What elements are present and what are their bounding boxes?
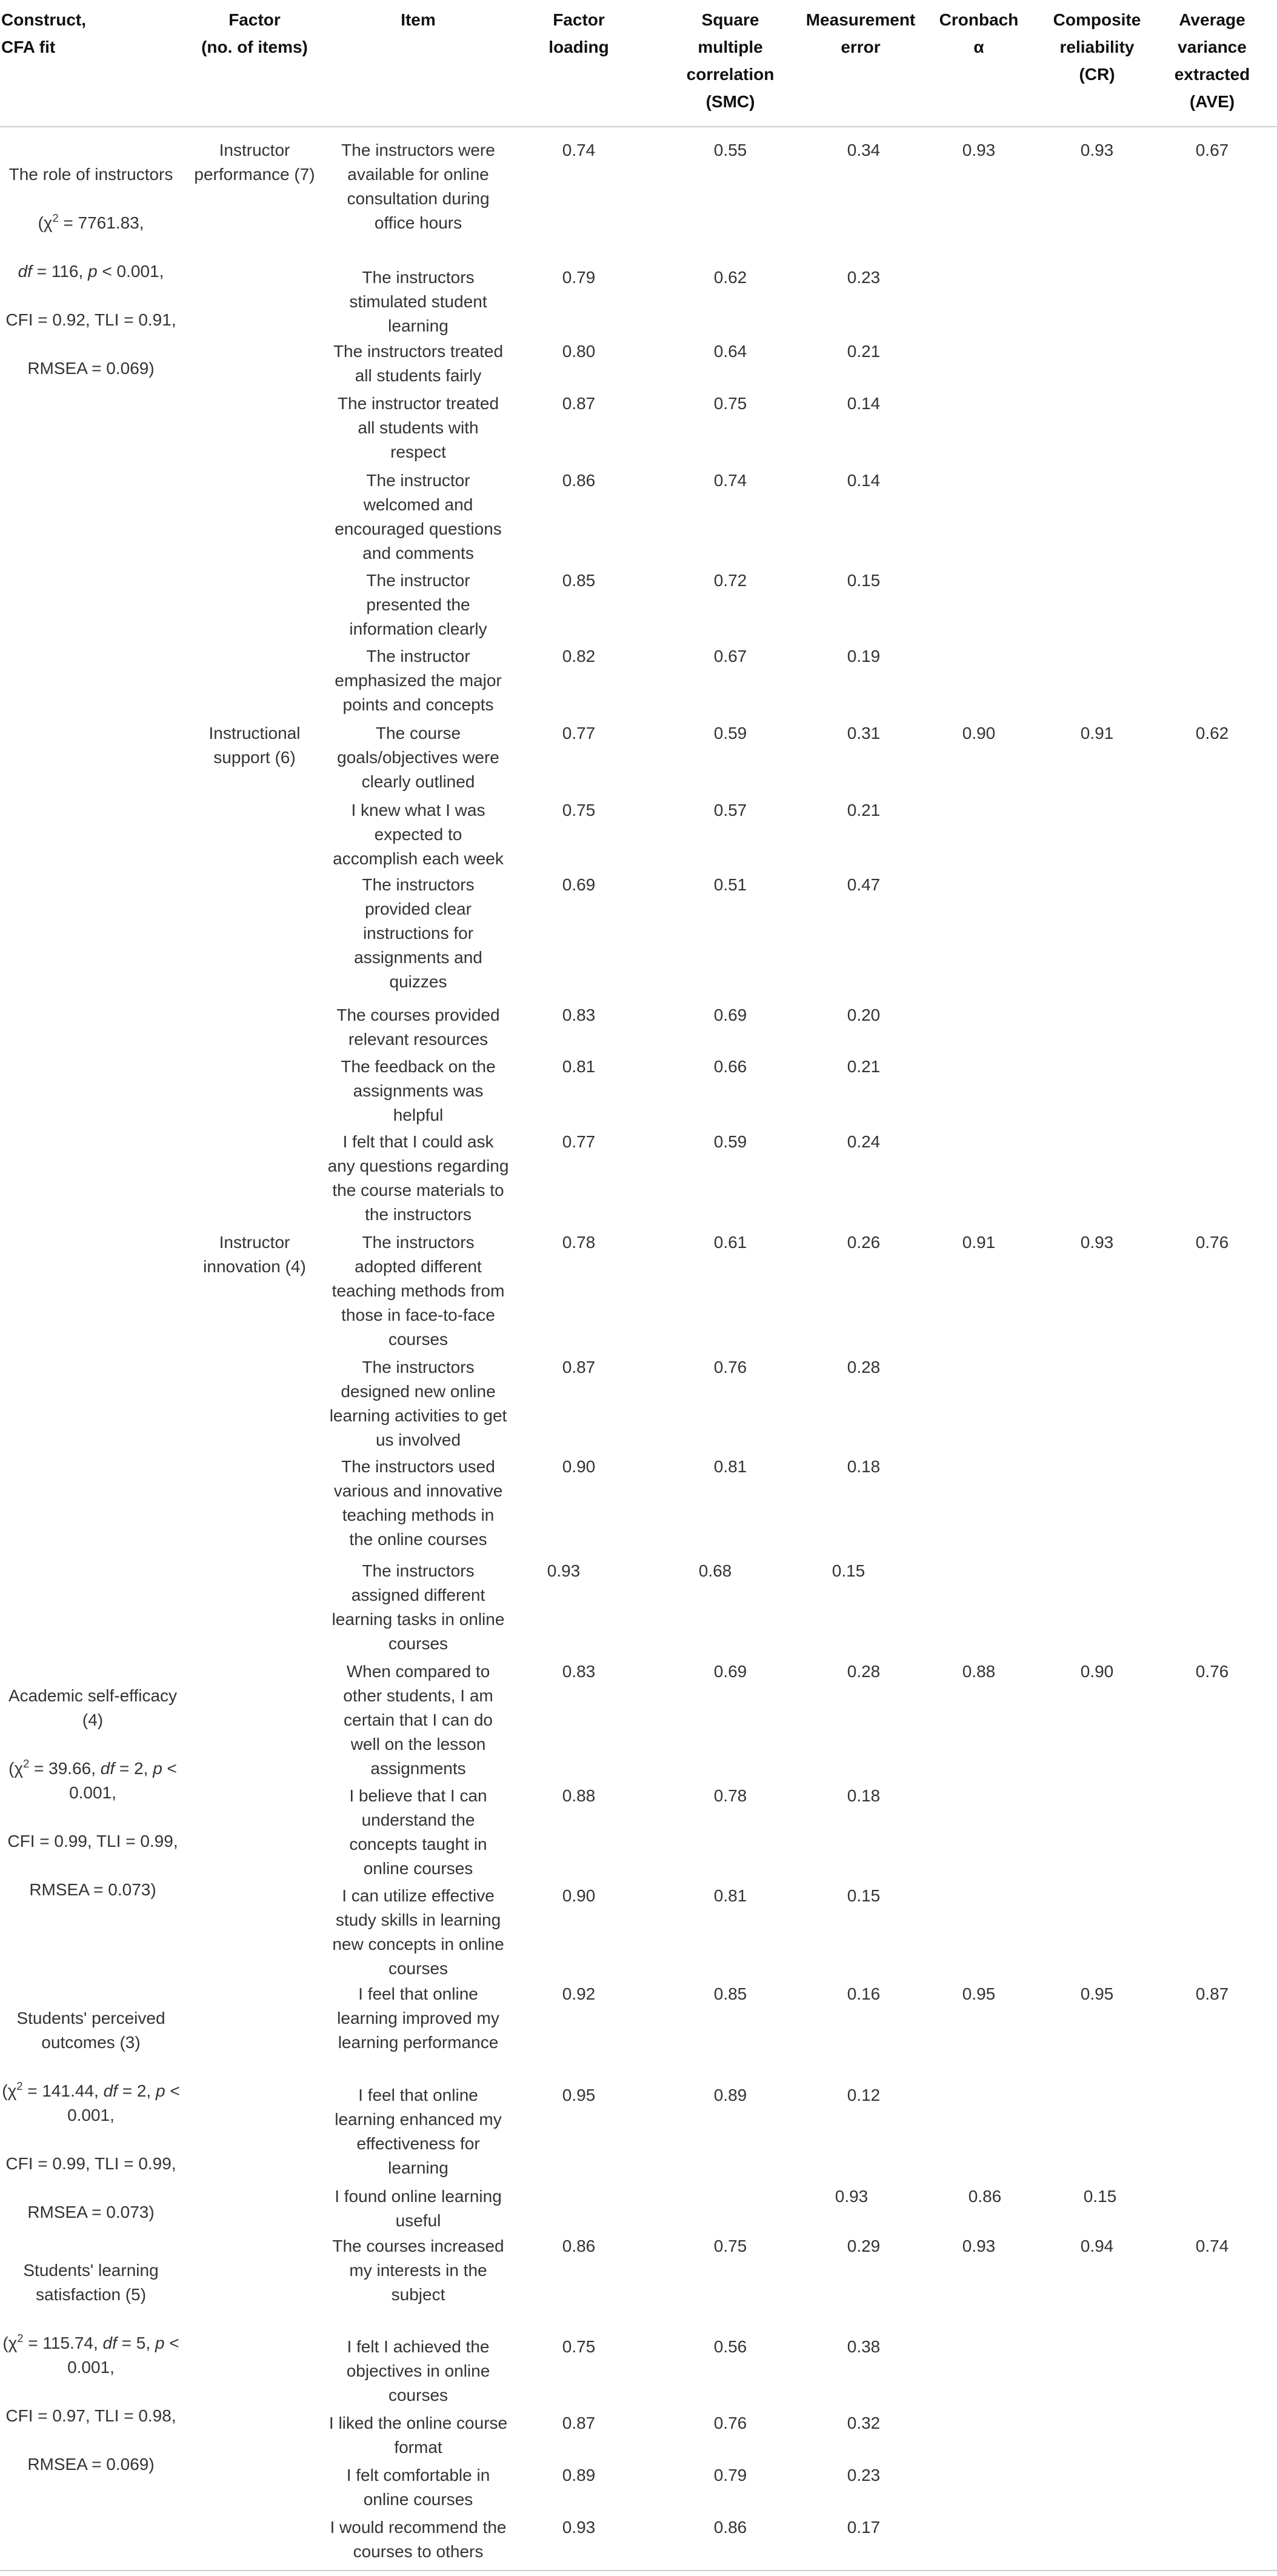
measurement-error-cell: 0.34 bbox=[847, 141, 881, 159]
construct-chi: ($\chi^2 = 115.74$, df = 5, p < 0.001, bbox=[2, 2332, 179, 2377]
ave-cell: 0.62 bbox=[1195, 724, 1229, 742]
smc-cell: 0.76 bbox=[713, 1358, 747, 1376]
composite-reliability-cell: 0.95 bbox=[1080, 1984, 1114, 2003]
smc-cell: 0.78 bbox=[713, 1786, 747, 1805]
construct-rmsea: RMSEA = 0.073) bbox=[29, 1880, 156, 1899]
header-factor: Factor (no. of items) bbox=[201, 10, 308, 56]
smc-cell: 0.67 bbox=[713, 647, 747, 666]
smc-cell: 0.79 bbox=[713, 2466, 747, 2484]
header-ave: Average variance extracted (AVE) bbox=[1174, 10, 1250, 111]
factor-loading-cell: 0.79 bbox=[562, 268, 596, 287]
item-cell: The instructor presented the information clearly bbox=[349, 571, 487, 638]
smc-cell: 0.68 bbox=[698, 1561, 732, 1580]
cronbach-alpha-cell: 0.91 bbox=[962, 1233, 996, 1252]
factor-loading-cell: 0.74 bbox=[562, 141, 596, 159]
construct-label: Academic self-efficacy (4) bbox=[8, 1686, 178, 1729]
item-cell: The course goals/objectives were clearly outlined bbox=[337, 724, 499, 791]
ave-cell: 0.67 bbox=[1195, 141, 1229, 159]
factor-loading-cell: 0.93 bbox=[562, 2518, 596, 2537]
construct-chi: ($\chi^2 = 141.44$, df = 2, p < 0.001, bbox=[2, 2080, 180, 2124]
smc-cell: 0.56 bbox=[713, 2337, 747, 2356]
factor-loading-cell: 0.86 bbox=[562, 471, 596, 490]
item-cell: The instructor welcomed and encouraged questions and comments bbox=[335, 471, 502, 562]
factor-loading-cell: 0.80 bbox=[562, 342, 596, 361]
item-cell: The instructors provided clear instructions for assignments and quizzes bbox=[354, 875, 482, 991]
measurement-error-cell: 0.14 bbox=[847, 394, 881, 413]
composite-reliability-cell: 0.93 bbox=[1080, 141, 1114, 159]
measurement-error-cell: 0.21 bbox=[847, 342, 881, 361]
construct-chi: ($\chi^2 = 39.66$, df = 2, p < 0.001, bbox=[8, 1758, 177, 1802]
composite-reliability-cell: 0.94 bbox=[1080, 2237, 1114, 2255]
item-cell: The instructors stimulated student learning bbox=[349, 268, 487, 335]
item-cell: The feedback on the assignments was helpful bbox=[341, 1057, 496, 1124]
factor-instructor-innovation: Instructor innovation (4) bbox=[203, 1233, 306, 1276]
item-cell: I felt that I could ask any questions regarding the course materials to the instructors bbox=[327, 1132, 509, 1224]
factor-loading-cell: 0.89 bbox=[562, 2466, 596, 2484]
factor-loading-cell: 0.75 bbox=[562, 2337, 596, 2356]
measurement-error-cell: 0.28 bbox=[847, 1662, 881, 1681]
factor-loading-cell: 0.81 bbox=[562, 1057, 596, 1076]
smc-cell: 0.55 bbox=[713, 141, 747, 159]
item-cell: The courses provided relevant resources bbox=[336, 1006, 500, 1049]
factor-loading-cell: 0.77 bbox=[562, 724, 596, 742]
item-cell: I felt I achieved the objectives in online courses bbox=[346, 2337, 490, 2404]
measurement-error-cell: 0.15 bbox=[847, 571, 881, 590]
smc-cell: 0.61 bbox=[713, 1233, 747, 1252]
smc-cell: 0.86 bbox=[713, 2518, 747, 2537]
smc-cell: 0.64 bbox=[713, 342, 747, 361]
construct-academic-self-efficacy bbox=[5, 1660, 181, 1926]
factor-loading-cell: 0.83 bbox=[562, 1662, 596, 1681]
factor-loading-cell: 0.90 bbox=[562, 1457, 596, 1476]
ave-cell: 0.76 bbox=[1195, 1662, 1229, 1681]
cronbach-alpha-cell: 0.15 bbox=[1083, 2187, 1117, 2206]
table-bottom-rule bbox=[0, 2570, 1277, 2571]
smc-cell: 0.81 bbox=[713, 1457, 747, 1476]
smc-cell: 0.59 bbox=[713, 724, 747, 742]
item-cell: I felt comfortable in online courses bbox=[346, 2466, 490, 2509]
measurement-error-cell: 0.47 bbox=[847, 875, 881, 894]
measurement-error-cell: 0.16 bbox=[847, 1984, 881, 2003]
measurement-error-cell: 0.18 bbox=[847, 1786, 881, 1805]
construct-fit: CFI = 0.92, TLI = 0.91, bbox=[5, 310, 176, 329]
construct-label: The role of instructors bbox=[8, 165, 173, 184]
item-cell: The instructors adopted different teaching methods from those in face-to-face courses bbox=[332, 1233, 505, 1349]
construct-label: Students' learning satisfaction (5) bbox=[23, 2261, 159, 2304]
ave-cell: 0.74 bbox=[1195, 2237, 1229, 2255]
smc-cell: 0.59 bbox=[713, 1132, 747, 1151]
item-cell: I found online learning useful bbox=[335, 2187, 502, 2230]
header-construct: Construct, CFA fit bbox=[1, 10, 86, 56]
ave-cell: 0.76 bbox=[1195, 1233, 1229, 1252]
smc-cell: 0.89 bbox=[713, 2086, 747, 2104]
construct-rmsea: RMSEA = 0.069) bbox=[27, 2455, 155, 2474]
ave-cell: 0.87 bbox=[1195, 1984, 1229, 2003]
construct-df-p: df = 116, p < 0.001, bbox=[18, 262, 164, 281]
construct-students-learning-satisfaction bbox=[0, 2234, 182, 2501]
measurement-error-cell: 0.29 bbox=[847, 2237, 881, 2255]
header-divider bbox=[0, 126, 1277, 127]
factor-loading-cell: 0.87 bbox=[562, 394, 596, 413]
factor-loading-cell: 0.87 bbox=[562, 2414, 596, 2432]
composite-reliability-cell: 0.93 bbox=[1080, 1233, 1114, 1252]
smc-cell: 0.85 bbox=[713, 1984, 747, 2003]
factor-instructional-support: Instructional support (6) bbox=[208, 724, 301, 767]
factor-loading-cell: 0.90 bbox=[562, 1886, 596, 1905]
item-cell: The instructors assigned different learning tasks in online courses bbox=[332, 1561, 505, 1653]
composite-reliability-cell: 0.90 bbox=[1080, 1662, 1114, 1681]
measurement-error-cell: 0.24 bbox=[847, 1132, 881, 1151]
header-factor-loading: Factor loading bbox=[548, 10, 609, 56]
item-cell: I believe that I can understand the concepts taught in online courses bbox=[349, 1786, 487, 1878]
measurement-error-cell: 0.32 bbox=[847, 2414, 881, 2432]
construct-chi: ($\chi^2 = 7761.83$, bbox=[38, 212, 144, 232]
item-cell: The instructors were available for online consultation during office hours bbox=[341, 141, 495, 232]
item-cell: The instructors designed new online learning activities to get us involved bbox=[329, 1358, 507, 1449]
smc-cell: 0.69 bbox=[713, 1006, 747, 1024]
header-measurement-error: Measurement error bbox=[805, 10, 916, 56]
cronbach-alpha-cell: 0.88 bbox=[962, 1662, 996, 1681]
cronbach-alpha-cell: 0.95 bbox=[962, 1984, 996, 2003]
measurement-error-cell: 0.15 bbox=[832, 1561, 865, 1580]
construct-fit: CFI = 0.99, TLI = 0.99, bbox=[7, 1832, 178, 1850]
measurement-error-cell: 0.21 bbox=[847, 1057, 881, 1076]
item-cell: I feel that online learning improved my learning performance bbox=[337, 1984, 499, 2052]
header-cronbach-alpha: Cronbach α bbox=[939, 10, 1019, 56]
measurement-error-cell: 0.28 bbox=[847, 1358, 881, 1376]
factor-loading-cell: 0.86 bbox=[562, 2237, 596, 2255]
factor-loading-cell: 0.78 bbox=[562, 1233, 596, 1252]
smc-cell: 0.81 bbox=[713, 1886, 747, 1905]
construct-rmsea: RMSEA = 0.069) bbox=[27, 359, 155, 378]
measurement-error-cell: 0.18 bbox=[847, 1457, 881, 1476]
item-cell: The instructors used various and innovative teaching methods in the online courses bbox=[333, 1457, 503, 1549]
measurement-error-cell: 0.86 bbox=[968, 2187, 1002, 2206]
smc-cell: 0.76 bbox=[713, 2414, 747, 2432]
header-smc: Square multiple correlation (SMC) bbox=[686, 10, 775, 111]
factor-loading-cell: 0.75 bbox=[562, 801, 596, 819]
item-cell: The instructors treated all students fairly bbox=[333, 342, 504, 385]
measurement-error-cell: 0.14 bbox=[847, 471, 881, 490]
cronbach-alpha-cell: 0.93 bbox=[962, 2237, 996, 2255]
factor-loading-cell: 0.95 bbox=[562, 2086, 596, 2104]
measurement-error-cell: 0.23 bbox=[847, 2466, 881, 2484]
smc-cell: 0.75 bbox=[713, 2237, 747, 2255]
item-cell: When compared to other students, I am certain that I can do well on the lesson assignments bbox=[343, 1662, 493, 1778]
factor-loading-cell: 0.77 bbox=[562, 1132, 596, 1151]
construct-label: Students' perceived outcomes (3) bbox=[16, 2009, 165, 2052]
factor-loading-cell: 0.87 bbox=[562, 1358, 596, 1376]
cronbach-alpha-cell: 0.90 bbox=[962, 724, 996, 742]
construct-students-perceived-outcomes bbox=[0, 1982, 182, 2249]
measurement-error-cell: 0.19 bbox=[847, 647, 881, 666]
item-cell: I liked the online course format bbox=[328, 2414, 508, 2457]
measurement-error-cell: 0.15 bbox=[847, 1886, 881, 1905]
factor-loading-cell: 0.93 bbox=[547, 1561, 581, 1580]
construct-fit: CFI = 0.99, TLI = 0.99, bbox=[5, 2154, 176, 2173]
smc-cell: 0.62 bbox=[713, 268, 747, 287]
construct-fit: CFI = 0.97, TLI = 0.98, bbox=[5, 2406, 176, 2425]
smc-cell: 0.51 bbox=[713, 875, 747, 894]
construct-rmsea: RMSEA = 0.073) bbox=[27, 2203, 155, 2221]
item-cell: The courses increased my interests in the subject bbox=[332, 2237, 504, 2304]
measurement-error-cell: 0.12 bbox=[847, 2086, 881, 2104]
factor-loading-cell: 0.88 bbox=[562, 1786, 596, 1805]
item-cell: I feel that online learning enhanced my effectiveness for learning bbox=[335, 2086, 502, 2177]
measurement-error-cell: 0.38 bbox=[847, 2337, 881, 2356]
measurement-error-cell: 0.26 bbox=[847, 1233, 881, 1252]
composite-reliability-cell: 0.91 bbox=[1080, 724, 1114, 742]
item-cell: The instructor treated all students with respect bbox=[337, 394, 499, 461]
header-composite-reliability: Composite reliability (CR) bbox=[1053, 10, 1141, 84]
smc-cell: 0.72 bbox=[713, 571, 747, 590]
item-cell: I would recommend the courses to others bbox=[330, 2518, 507, 2561]
factor-loading-cell: 0.82 bbox=[562, 647, 596, 666]
item-cell: I knew what I was expected to accomplish each week bbox=[333, 801, 504, 868]
smc-cell: 0.66 bbox=[713, 1057, 747, 1076]
factor-loading-cell: 0.85 bbox=[562, 571, 596, 590]
measurement-error-cell: 0.31 bbox=[847, 724, 881, 742]
measurement-error-cell: 0.17 bbox=[847, 2518, 881, 2537]
smc-cell: 0.57 bbox=[713, 801, 747, 819]
smc-cell: 0.93 bbox=[835, 2187, 869, 2206]
item-cell: The instructor emphasized the major points and concepts bbox=[335, 647, 502, 714]
measurement-error-cell: 0.20 bbox=[847, 1006, 881, 1024]
measurement-error-cell: 0.23 bbox=[847, 268, 881, 287]
factor-instructor-performance: Instructor performance (7) bbox=[194, 141, 315, 184]
header-item: Item bbox=[401, 10, 436, 29]
construct-role-of-instructors bbox=[0, 138, 182, 405]
smc-cell: 0.69 bbox=[713, 1662, 747, 1681]
measurement-error-cell: 0.21 bbox=[847, 801, 881, 819]
factor-loading-cell: 0.69 bbox=[562, 875, 596, 894]
cronbach-alpha-cell: 0.93 bbox=[962, 141, 996, 159]
smc-cell: 0.75 bbox=[713, 394, 747, 413]
factor-loading-cell: 0.92 bbox=[562, 1984, 596, 2003]
factor-loading-cell: 0.83 bbox=[562, 1006, 596, 1024]
smc-cell: 0.74 bbox=[713, 471, 747, 490]
item-cell: I can utilize effective study skills in learning new concepts in online courses bbox=[332, 1886, 504, 1978]
